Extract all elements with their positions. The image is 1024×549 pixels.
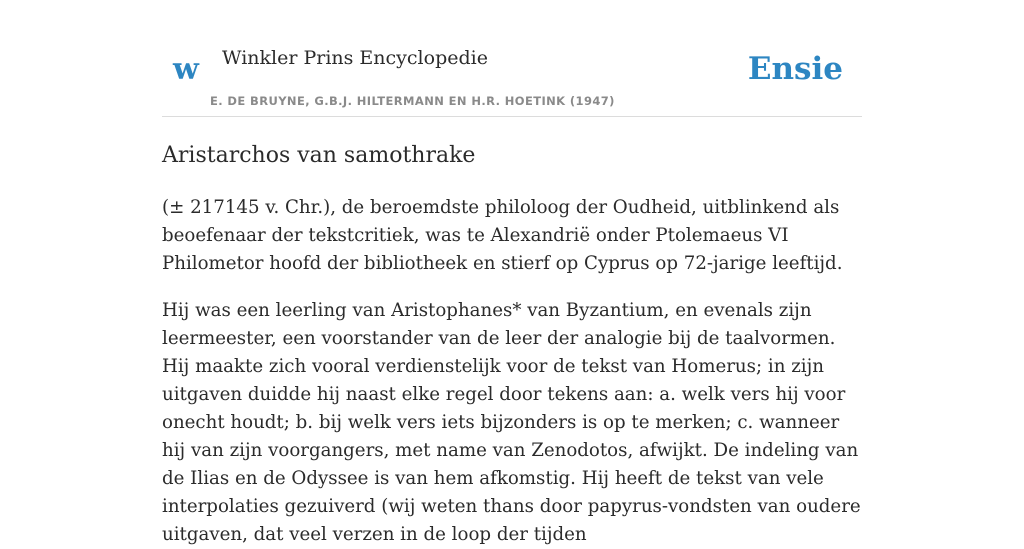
- article-body: [162, 194, 862, 549]
- page: [162, 0, 862, 549]
- encyclopedia-authors: E. DE BRUYNE, G.B.J. HILTERMANN EN H.R. HOETINK (1947): [210, 94, 615, 108]
- encyclopedia-title[interactable]: Winkler Prins Encyclopedie: [222, 47, 488, 69]
- article-paragraph: (± 217145 v. Chr.), de beroemdste philoloog der Oudheid, uitblinkend als beoefenaar der tekstcritiek, was te Alexandrië onder Ptolemaeus VI Philometor hoofd der bibliotheek en stierf op Cyprus op 72-jarige leeftijd.: [162, 197, 843, 274]
- site-header: [162, 0, 862, 117]
- ensie-brand-logo[interactable]: Ensie: [747, 51, 843, 87]
- article-paragraph: Hij was een leerling van Aristophanes* van Byzantium, en evenals zijn leermeester, een voorstander van de leer der analogie bij de taalvormen. Hij maakte zich vooral verdienstelijk voor de tekst van Homerus; in zijn uitgaven duidde hij naast elke regel door tekens aan: a. welk vers hij voor onecht houdt; b. bij welk vers iets bijzonders is op te merken; c. wanneer hij van zijn voorgangers, met name van Zenodotos, afwijkt. De indeling van de Ilias en de Odyssee is van hem afkomstig. Hij heeft de tekst van vele interpolaties gezuiverd (wij weten thans door papyrus-vondsten van oudere uitgaven, dat veel verzen in de loop der tijden: [162, 300, 861, 545]
- article: [162, 142, 862, 549]
- site-logo-icon[interactable]: w: [173, 52, 199, 87]
- article-title: Aristarchos van samothrake: [162, 143, 476, 168]
